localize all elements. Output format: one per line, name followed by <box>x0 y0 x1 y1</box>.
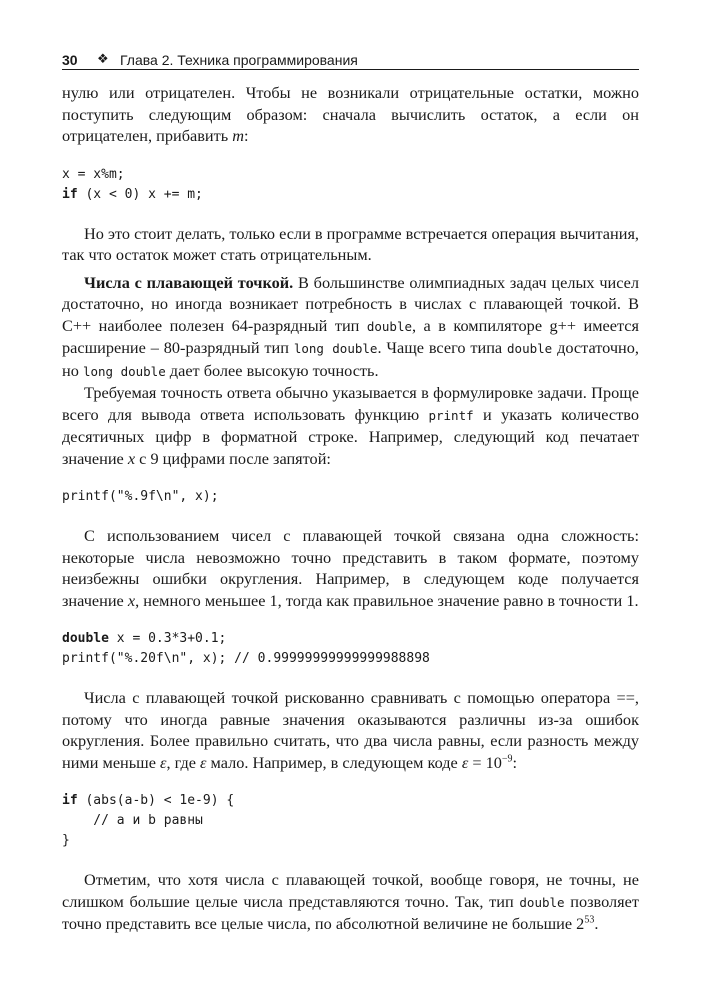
paragraph-3: Числа с плавающей точкой. В большинстве олимпиадных задач целых чисел достаточно, но иногда возникает потребность в числах с плавающей точкой. В C++ наиболее полезен 64-разрядный тип double, а в компиляторе g++ имеется расширение – 80-разрядный тип long double. Чаще всего типа double достаточно, но long double дает более высокую точность. <box>62 272 640 380</box>
chapter-title: Глава 2. Техника программирования <box>120 52 358 68</box>
page-number: 30 <box>62 52 78 68</box>
ornament-icon: ❖ <box>97 51 109 66</box>
code-block-3: double x = 0.3*3+0.1; printf("%.20f\n", x); // 0.99999999999999988898 <box>62 631 430 666</box>
code-block-4: if (abs(a-b) < 1e-9) { // a и b равны } <box>62 793 235 848</box>
paragraph-5: С использованием чисел с плавающей точкой связана одна сложность: некоторые числа невозможно точно представить в таком формате, поэтому неизбежны ошибки округления. Например, в следующем коде получается значение x, немного меньшее 1, тогда как правильное значение равно в точности 1. <box>62 526 639 610</box>
paragraph-1: нулю или отрицателен. Чтобы не возникали отрицательные остатки, можно поступить следующим образом: сначала вычислить остаток, а если он отрицателен, прибавить m: <box>62 83 639 145</box>
code-block-1: x = x%m; if (x < 0) x += m; <box>62 166 203 202</box>
paragraph-4: Требуемая точность ответа обычно указывается в формулировке задачи. Проще всего для вывода ответа использовать функцию printf и указать количество десятичных цифр в форматной строке. Например, следующий код печатает значение x с 9 цифрами после запятой: <box>62 383 639 468</box>
header-rule <box>62 69 639 70</box>
page-body <box>62 82 639 935</box>
paragraph-6: Числа с плавающей точкой рискованно сравнивать с помощью оператора ==, потому что иногда равные значения оказываются различны из-за ошибок округления. Более правильно считать, что два числа равны, если разность между ними меньше ε, где ε мало. Например, в следующем коде $\varepsilon = 10^{-9}$: <box>62 688 639 772</box>
code-block-2: printf("%.9f\n", x); <box>62 489 219 504</box>
paragraph-2: Но это стоит делать, только если в программе встречается операция вычитания, так что остаток может стать отрицательным. <box>62 223 639 264</box>
paragraph-7: Отметим, что хотя числа с плавающей точкой, вообще говоря, не точны, не слишком большие целые числа представляются точно. Так, тип double позволяет точно представить все целые числа, по абсолютной величине не большие $2^{53}$. <box>62 870 640 933</box>
running-header <box>62 50 642 72</box>
